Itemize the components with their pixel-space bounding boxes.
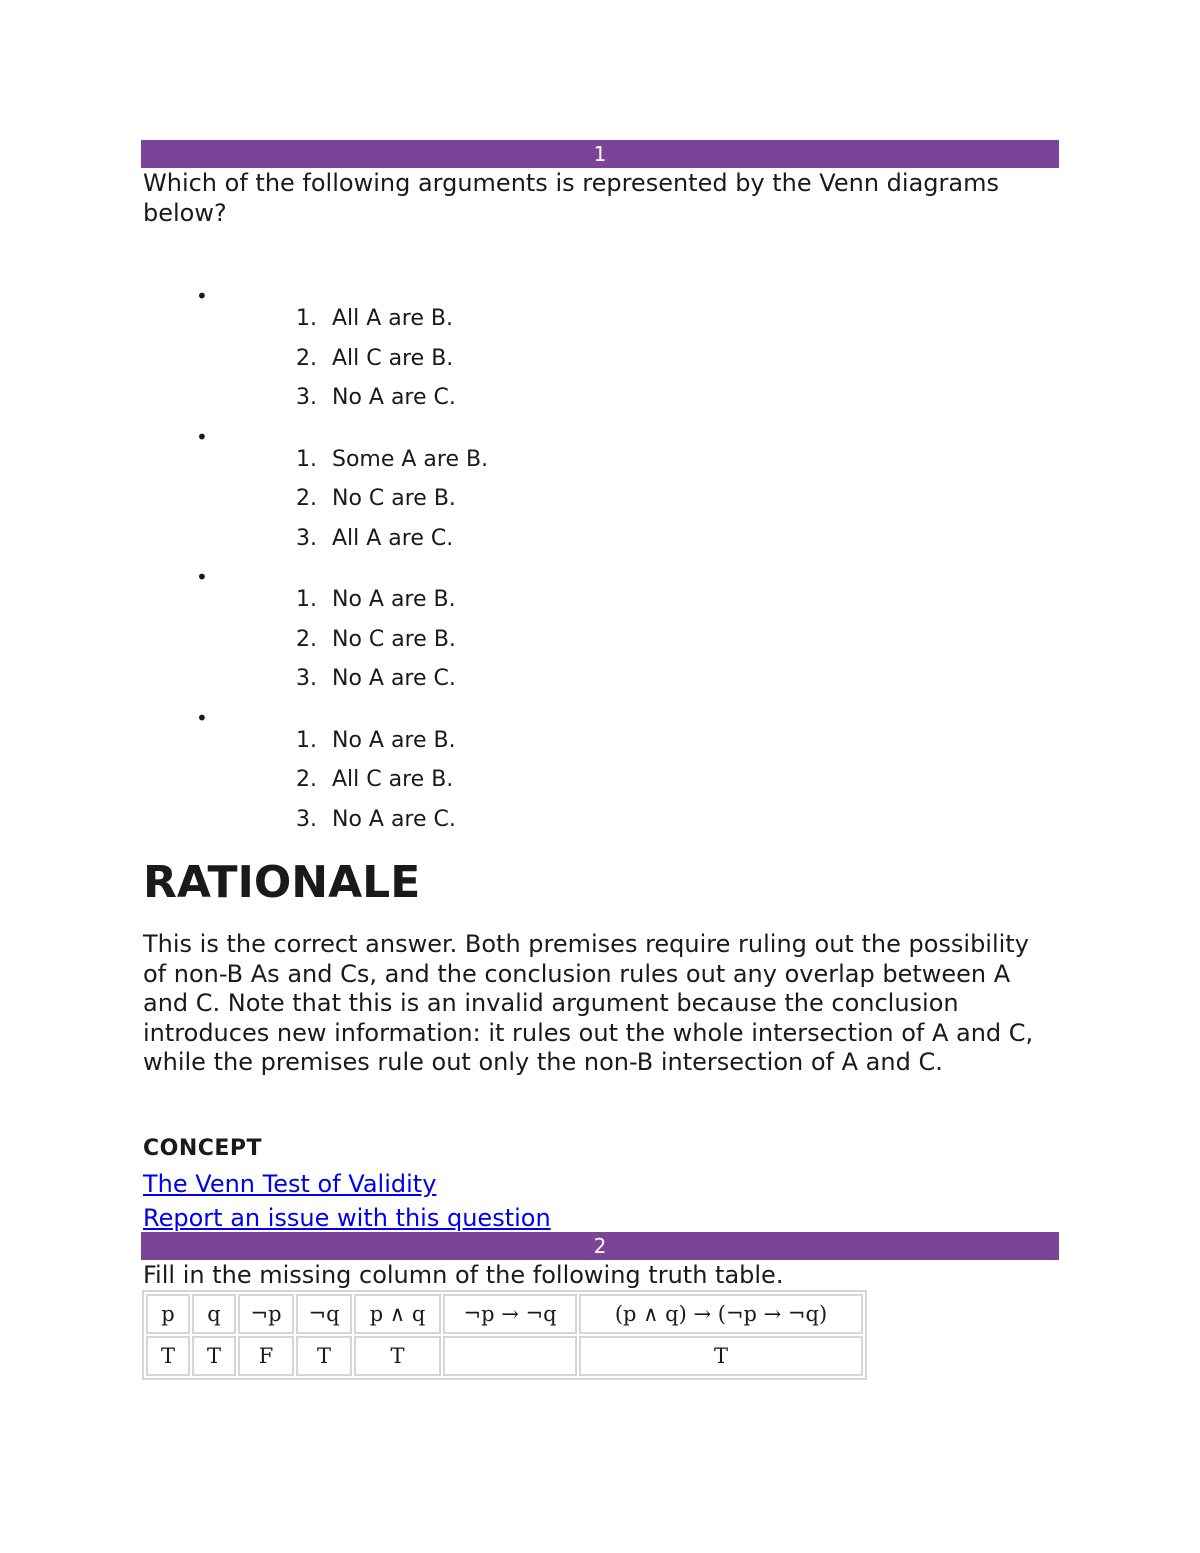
statement-number: 3. xyxy=(296,385,317,410)
header-cell: ¬p → ¬q xyxy=(443,1294,577,1334)
truth-table-row xyxy=(146,1336,863,1376)
truth-table-header-row xyxy=(146,1294,863,1334)
report-issue-link[interactable]: Report an issue with this question xyxy=(143,1204,551,1232)
statement-text: No A are B. xyxy=(332,587,456,612)
header-cell: (p ∧ q) → (¬p → ¬q) xyxy=(579,1294,863,1334)
statement-number: 2. xyxy=(296,626,317,652)
statement-text: All A are B. xyxy=(332,306,453,331)
missing-answer-cell[interactable] xyxy=(443,1336,577,1376)
statement-number: 1. xyxy=(296,446,317,472)
bullet-icon: • xyxy=(196,424,208,449)
statement xyxy=(141,767,1059,807)
statement xyxy=(141,526,1059,566)
table-cell: T xyxy=(146,1336,190,1376)
page-content xyxy=(141,140,1059,1368)
statement-text: All A are C. xyxy=(332,525,454,551)
table-cell: T xyxy=(354,1336,441,1376)
statement-text: No A are B. xyxy=(332,727,456,753)
concept-heading: CONCEPT xyxy=(143,1136,263,1161)
statement-number: 2. xyxy=(296,486,317,511)
bullet-icon: • xyxy=(196,565,208,589)
statement-text: All C are B. xyxy=(332,767,454,792)
statement-text: No A are C. xyxy=(332,666,456,691)
header-cell: ¬q xyxy=(296,1294,352,1334)
statement xyxy=(141,306,1059,346)
header-cell: ¬p xyxy=(238,1294,294,1334)
answer-option-4[interactable] xyxy=(141,706,1059,847)
statement-list xyxy=(141,284,1059,425)
statement-text: No A are C. xyxy=(332,806,456,832)
statement-list xyxy=(141,565,1059,706)
statement-text: No A are C. xyxy=(332,385,456,410)
header-cell: q xyxy=(192,1294,236,1334)
statement-text: No C are B. xyxy=(332,626,456,652)
table-cell: T xyxy=(192,1336,236,1376)
statement xyxy=(141,486,1059,526)
bullet-icon: • xyxy=(196,284,208,308)
statement xyxy=(141,807,1059,847)
rationale-heading: RATIONALE xyxy=(143,857,421,908)
header-cell: p ∧ q xyxy=(354,1294,441,1334)
statement-number: 1. xyxy=(296,306,317,331)
truth-table xyxy=(142,1290,867,1380)
table-cell: F xyxy=(238,1336,294,1376)
statement xyxy=(141,587,1059,627)
statement-text: All C are B. xyxy=(332,345,454,371)
statement-number: 2. xyxy=(296,345,317,371)
statement-number: 1. xyxy=(296,727,317,753)
answer-option-2[interactable] xyxy=(141,425,1059,566)
statement xyxy=(141,346,1059,386)
statement xyxy=(141,728,1059,768)
statement xyxy=(141,447,1059,487)
answer-options xyxy=(141,284,1059,846)
question-1-header: 1 xyxy=(141,140,1059,168)
question-2-header: 2 xyxy=(141,1232,1059,1260)
statement-number: 3. xyxy=(296,525,317,551)
statement-text: No C are B. xyxy=(332,486,456,511)
question-2-text: Fill in the missing column of the following truth table. xyxy=(143,1261,784,1289)
statement-number: 3. xyxy=(296,806,317,832)
statement xyxy=(141,666,1059,706)
header-cell: p xyxy=(146,1294,190,1334)
rationale-text: This is the correct answer. Both premises require ruling out the possibility of non-B As and Cs, and the conclusion rules out any overlap between A and C. Note that this is an invalid argument because the conclusion introduces new information: it rules out the whole intersection of A and C, while the premises rule out only the non-B intersection of A and C. xyxy=(143,930,1034,1077)
statement-number: 2. xyxy=(296,767,317,792)
statement xyxy=(141,385,1059,425)
statement xyxy=(141,627,1059,667)
statement-number: 1. xyxy=(296,587,317,612)
statement-text: Some A are B. xyxy=(332,446,489,472)
question-1-text: Which of the following arguments is represented by the Venn diagrams below? xyxy=(143,169,999,227)
statement-list xyxy=(141,425,1059,566)
table-cell: T xyxy=(296,1336,352,1376)
table-cell: T xyxy=(579,1336,863,1376)
answer-option-1[interactable] xyxy=(141,284,1059,425)
statement-number: 3. xyxy=(296,666,317,691)
statement-list xyxy=(141,706,1059,847)
concept-link[interactable]: The Venn Test of Validity xyxy=(143,1170,437,1198)
bullet-icon: • xyxy=(196,705,208,730)
answer-option-3[interactable] xyxy=(141,565,1059,706)
